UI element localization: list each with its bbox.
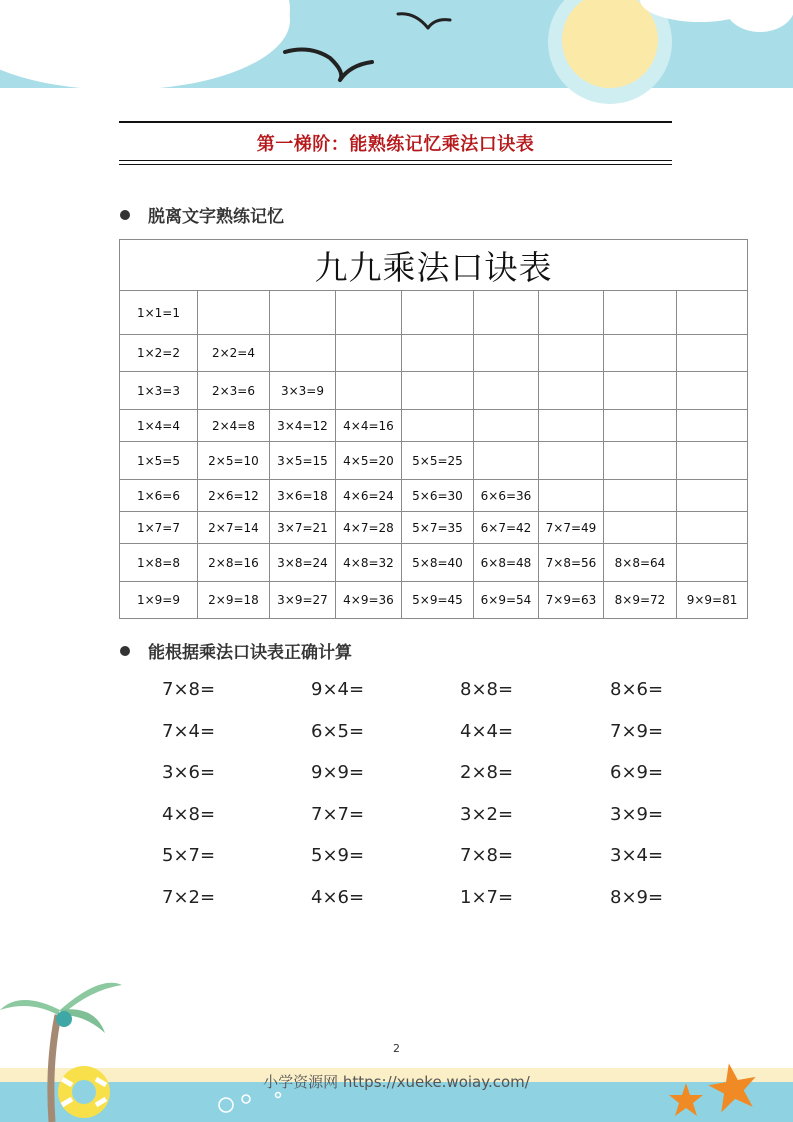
table-row — [120, 372, 748, 410]
table-cell: 1×3=3 — [120, 372, 198, 410]
table-cell: 3×6=18 — [270, 480, 336, 512]
table-cell: 5×7=35 — [402, 512, 474, 544]
table-cell: 1×2=2 — [120, 335, 198, 372]
exercise-item: 3×4= — [610, 845, 664, 866]
table-cell-empty — [539, 410, 604, 442]
exercise-item: 6×9= — [610, 762, 664, 783]
watermark-text: 小学资源网 https://xueke.woiay.com/ — [263, 1073, 530, 1091]
table-cell-empty — [336, 335, 402, 372]
table-cell-empty — [604, 335, 677, 372]
table-row — [120, 480, 748, 512]
table-cell-empty — [604, 480, 677, 512]
table-cell-empty — [336, 291, 402, 335]
exercise-item: 6×5= — [311, 721, 365, 742]
table-cell: 8×8=64 — [604, 544, 677, 582]
table-cell-empty — [474, 335, 539, 372]
table-cell: 4×5=20 — [336, 442, 402, 480]
table-cell: 5×8=40 — [402, 544, 474, 582]
table-cell: 5×9=45 — [402, 582, 474, 619]
table-cell-empty — [402, 372, 474, 410]
table-cell-empty — [677, 372, 748, 410]
table-cell: 3×9=27 — [270, 582, 336, 619]
table-cell-empty — [677, 335, 748, 372]
table-cell: 6×8=48 — [474, 544, 539, 582]
table-cell-empty — [474, 442, 539, 480]
exercise-item: 4×4= — [460, 721, 514, 742]
page-title: 第一梯阶：能熟练记忆乘法口诀表 — [256, 134, 535, 155]
exercise-item: 5×7= — [162, 845, 216, 866]
table-cell-empty — [539, 442, 604, 480]
table-cell-empty — [402, 335, 474, 372]
table-cell: 2×6=12 — [198, 480, 270, 512]
table-cell: 1×8=8 — [120, 544, 198, 582]
table-cell: 2×3=6 — [198, 372, 270, 410]
section-heading-label: 能根据乘法口诀表正确计算 — [148, 643, 352, 663]
section-heading-label: 脱离文字熟练记忆 — [148, 207, 284, 227]
table-cell: 2×2=4 — [198, 335, 270, 372]
table-cell: 6×6=36 — [474, 480, 539, 512]
table-cell-empty — [604, 442, 677, 480]
exercise-item: 9×9= — [311, 762, 365, 783]
table-cell-empty — [474, 410, 539, 442]
table-cell: 2×8=16 — [198, 544, 270, 582]
table-cell-empty — [402, 410, 474, 442]
section-heading-memorize — [120, 202, 284, 227]
table-cell: 7×8=56 — [539, 544, 604, 582]
title-rule-bottom — [119, 160, 672, 161]
table-cell-empty — [677, 410, 748, 442]
exercise-item: 3×6= — [162, 762, 216, 783]
exercise-item: 7×2= — [162, 887, 216, 908]
table-cell-empty — [539, 480, 604, 512]
table-cell: 4×6=24 — [336, 480, 402, 512]
exercise-item: 7×9= — [610, 721, 664, 742]
table-row — [120, 544, 748, 582]
title-rule-bottom-double — [119, 164, 672, 165]
table-cell: 8×9=72 — [604, 582, 677, 619]
table-row — [120, 335, 748, 372]
exercise-item: 7×4= — [162, 721, 216, 742]
table-cell-empty — [270, 291, 336, 335]
table-cell: 7×7=49 — [539, 512, 604, 544]
table-cell-empty — [677, 291, 748, 335]
exercise-item: 4×6= — [311, 887, 365, 908]
table-cell: 1×7=7 — [120, 512, 198, 544]
bullet-icon — [120, 210, 130, 220]
table-cell-empty — [474, 372, 539, 410]
table-cell: 6×9=54 — [474, 582, 539, 619]
exercise-item: 3×2= — [460, 804, 514, 825]
exercise-item: 8×9= — [610, 887, 664, 908]
table-cell-empty — [604, 291, 677, 335]
table-cell: 1×9=9 — [120, 582, 198, 619]
table-cell: 5×5=25 — [402, 442, 474, 480]
exercise-item: 7×7= — [311, 804, 365, 825]
multiplication-table — [119, 239, 748, 619]
exercise-item: 5×9= — [311, 845, 365, 866]
table-cell: 6×7=42 — [474, 512, 539, 544]
table-title: 九九乘法口诀表 — [120, 240, 748, 291]
table-cell-empty — [539, 291, 604, 335]
table-cell: 4×7=28 — [336, 512, 402, 544]
table-cell-empty — [336, 372, 402, 410]
table-cell: 1×5=5 — [120, 442, 198, 480]
exercise-item: 9×4= — [311, 679, 365, 700]
table-cell: 2×4=8 — [198, 410, 270, 442]
table-cell: 4×4=16 — [336, 410, 402, 442]
table-cell: 1×4=4 — [120, 410, 198, 442]
table-row — [120, 442, 748, 480]
table-cell-empty — [539, 335, 604, 372]
table-cell-empty — [402, 291, 474, 335]
exercise-item: 1×7= — [460, 887, 514, 908]
table-cell-empty — [677, 544, 748, 582]
table-cell: 2×7=14 — [198, 512, 270, 544]
table-cell-empty — [604, 512, 677, 544]
table-cell: 3×5=15 — [270, 442, 336, 480]
exercise-item: 7×8= — [162, 679, 216, 700]
table-cell-empty — [677, 512, 748, 544]
table-cell: 7×9=63 — [539, 582, 604, 619]
table-cell: 1×1=1 — [120, 291, 198, 335]
table-cell: 1×6=6 — [120, 480, 198, 512]
table-row — [120, 512, 748, 544]
bullet-icon — [120, 646, 130, 656]
table-cell: 3×7=21 — [270, 512, 336, 544]
exercise-item: 8×6= — [610, 679, 664, 700]
table-cell: 3×4=12 — [270, 410, 336, 442]
table-cell: 3×3=9 — [270, 372, 336, 410]
exercise-item: 2×8= — [460, 762, 514, 783]
table-cell: 2×5=10 — [198, 442, 270, 480]
table-cell: 4×9=36 — [336, 582, 402, 619]
table-cell: 2×9=18 — [198, 582, 270, 619]
page-number: 2 — [393, 1042, 400, 1055]
exercise-item: 8×8= — [460, 679, 514, 700]
table-cell-empty — [198, 291, 270, 335]
table-cell-empty — [539, 372, 604, 410]
section-heading-calculate — [120, 638, 352, 663]
exercise-item: 7×8= — [460, 845, 514, 866]
title-rule-top — [119, 121, 672, 123]
table-cell-empty — [270, 335, 336, 372]
table-row — [120, 582, 748, 619]
exercise-item: 4×8= — [162, 804, 216, 825]
sun-icon — [548, 0, 672, 104]
table-cell: 9×9=81 — [677, 582, 748, 619]
table-cell: 4×8=32 — [336, 544, 402, 582]
table-cell-empty — [677, 480, 748, 512]
table-cell: 3×8=24 — [270, 544, 336, 582]
table-cell-empty — [474, 291, 539, 335]
table-cell-empty — [604, 372, 677, 410]
table-row — [120, 291, 748, 335]
table-row — [120, 410, 748, 442]
top-banner — [0, 0, 793, 110]
table-cell-empty — [604, 410, 677, 442]
exercise-item: 3×9= — [610, 804, 664, 825]
table-cell: 5×6=30 — [402, 480, 474, 512]
table-cell-empty — [677, 442, 748, 480]
